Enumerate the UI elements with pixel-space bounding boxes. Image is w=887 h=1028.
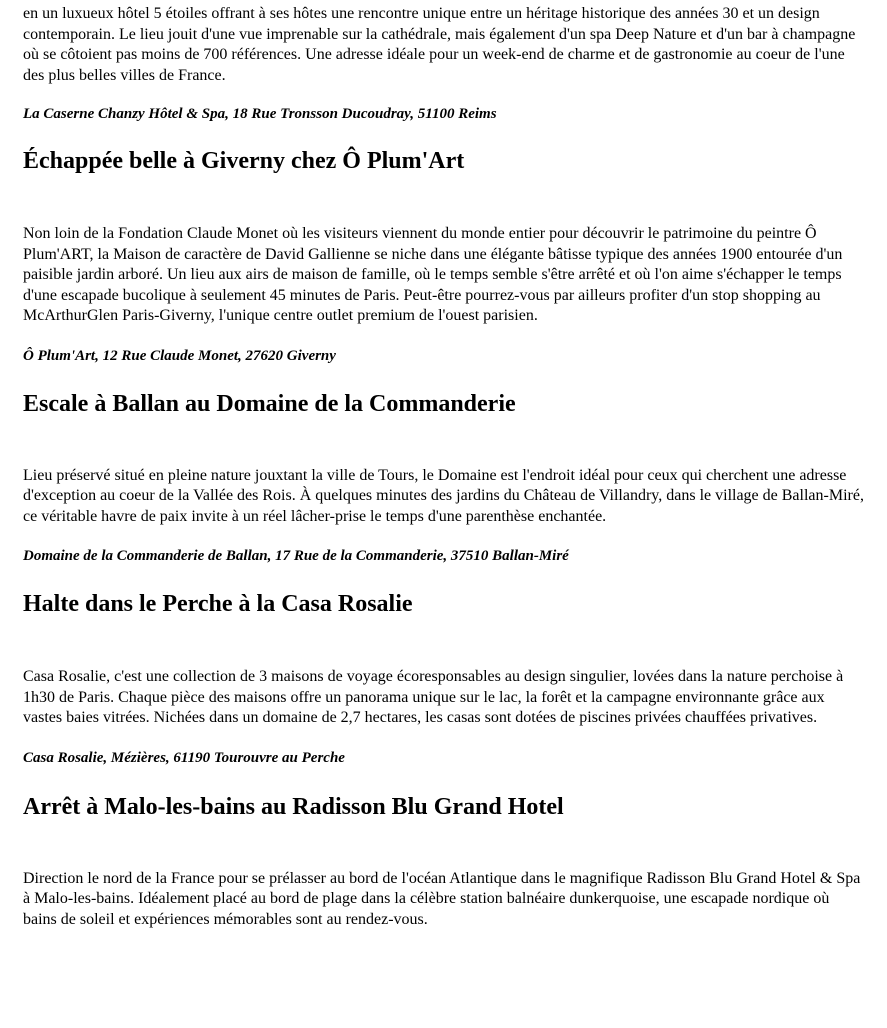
section-address-ballan: Domaine de la Commanderie de Ballan, 17 Rue de la Commanderie, 37510 Ballan-Miré [23, 548, 569, 564]
section-address-giverny: Ô Plum'Art, 12 Rue Claude Monet, 27620 Giverny [23, 347, 336, 364]
section-text-ballan: Lieu préservé situé en pleine nature jouxtant la ville de Tours, le Domaine est l'endroit idéal pour ceux qui cherchent une adresse d'exception au coeur de la Vallée des Rois. À quelques minutes des jardins du Château de Villandry, dans le village de Ballan-Miré, ce véritable havre de paix invite à un réel lâcher-prise le temps d'une parenthèse enchantée. [23, 466, 864, 525]
article-body [0, 4, 887, 930]
intro-address: La Caserne Chanzy Hôtel & Spa, 18 Rue Tronsson Ducoudray, 51100 Reims [23, 106, 497, 122]
section-text-perche: Casa Rosalie, c'est une collection de 3 maisons de voyage écoresponsables au design singulier, lovées dans la nature perchoise à 1h30 de Paris. Chaque pièce des maisons offre un panorama unique sur le lac, la forêt et la campagne environnante grâce aux vastes baies vitrées. Nichées dans un domaine de 2,7 hectares, les casas sont dotées de piscines privées chauffées privatives. [23, 668, 844, 726]
section-title-giverny: Échappée belle à Giverny chez Ô Plum'Art [23, 148, 465, 174]
section-title-perche: Halte dans le Perche à la Casa Rosalie [23, 591, 413, 617]
intro-paragraph: en un luxueux hôtel 5 étoiles offrant à ses hôtes une rencontre unique entre un héritage historique des années 30 et un design contemporain. Le lieu jouit d'une vue imprenable sur la cathédrale, mais également d'un spa Deep Nature et d'un bar à champagne où se côtoient pas moins de 700 références. Une adresse idéale pour un week-end de charme et de gastronomie au coeur de l'une des plus belles villes de France. [23, 5, 856, 84]
section-text-giverny: Non loin de la Fondation Claude Monet où les visiteurs viennent du monde entier pour découvrir le patrimoine du peintre Ô Plum'ART, la Maison de caractère de David Gallienne se niche dans une élégante bâtisse typique des années 1900 entourée d'un paisible jardin arboré. Un lieu aux airs de maison de famille, où le temps semble s'être arrêté et où l'on aime s'échapper le temps d'une escapade bucolique à seulement 45 minutes de Paris. Peut-être pourrez-vous par ailleurs profiter d'un stop shopping au McArthurGlen Paris-Giverny, l'unique centre outlet premium de l'ouest parisien. [23, 225, 843, 324]
section-title-ballan: Escale à Ballan au Domaine de la Commanderie [23, 390, 516, 417]
section-title-malo: Arrêt à Malo-les-bains au Radisson Blu Grand Hotel [23, 793, 564, 820]
section-text-malo: Direction le nord de la France pour se prélasser au bord de l'océan Atlantique dans le magnifique Radisson Blu Grand Hotel & Spa à Malo-les-bains. Idéalement placé au bord de plage dans la célèbre station balnéaire dunkerquoise, une escapade nordique où bains de soleil et expériences mémorables sont au rendez-vous. [23, 869, 861, 928]
section-address-perche: Casa Rosalie, Mézières, 61190 Tourouvre au Perche [23, 749, 345, 766]
